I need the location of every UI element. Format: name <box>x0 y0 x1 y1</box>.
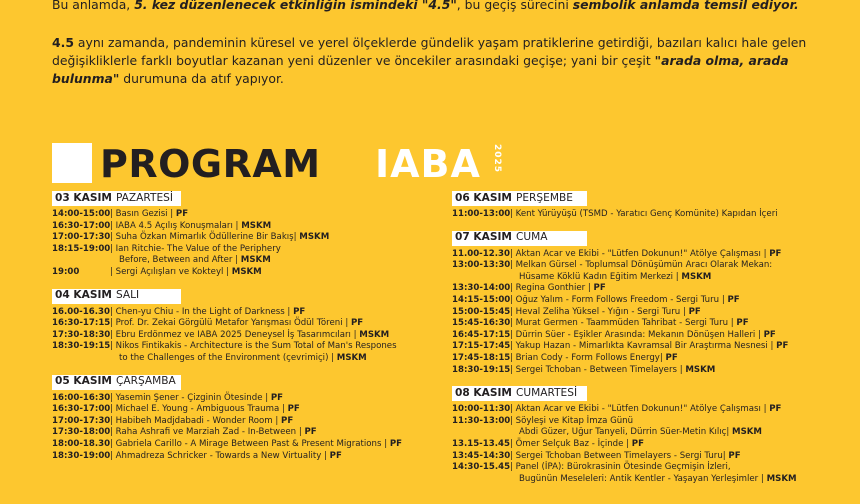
event-row <box>452 404 856 416</box>
event-row <box>452 451 856 463</box>
event-description <box>510 462 856 474</box>
event-row <box>452 318 856 330</box>
event-continuation <box>452 427 856 439</box>
event-time: 16:30-17:00 <box>52 404 111 415</box>
event-title: Söyleşi ve Kitap İmza Günü <box>515 415 634 426</box>
event-row <box>52 307 442 319</box>
event-time: 18:30-19:15 <box>452 364 511 375</box>
event-description <box>510 260 856 272</box>
event-time: 15:45-16:30 <box>452 318 511 329</box>
event-time: 18:30-19:15 <box>52 341 111 352</box>
event-continuation <box>52 353 442 365</box>
event-description <box>510 249 856 261</box>
event-title: Raha Ashrafi ve Marziah Zad - In-Between | <box>115 427 305 438</box>
event-title: Suha Özkan Mimarlık Ödüllerine Bir Bakış| <box>115 232 300 243</box>
event-row <box>452 365 856 377</box>
event-title: Murat Germen - Taammüden Tahribat - Sergi Turu | <box>515 318 737 329</box>
event-title: Habibeh Madjdabadi - Wonder Room | <box>115 415 282 426</box>
event-row <box>52 318 442 330</box>
day-date: 03 KASIM <box>55 191 112 204</box>
event-title: Ömer Selçuk Baz - İçinde | <box>515 438 632 449</box>
separator: | <box>110 266 116 277</box>
event-title: Hüsame Köklü Kadın Eğitim Merkezi | <box>519 271 682 282</box>
event-venue: MSKM <box>359 329 390 340</box>
event-description <box>110 330 442 342</box>
separator: | <box>110 427 116 438</box>
day-header <box>52 375 181 390</box>
day-weekday: CUMARTESİ <box>515 386 578 399</box>
event-title: Aktan Acar ve Ekibi - "Lütfen Dokunun!" Atölye Çalışması | <box>515 404 770 415</box>
event-time: 18:15-19:00 <box>52 243 111 254</box>
event-description <box>110 232 442 244</box>
event-time: 14:15-15:00 <box>452 294 511 305</box>
event-time: 11.00-12.30 <box>452 248 510 259</box>
event-title: Chen-yu Chiu - In the Light of Darkness | <box>115 306 294 317</box>
event-description <box>510 439 856 451</box>
intro-paragraph-2: 4.5 aynı zamanda, pandeminin küresel ve yerel ölçeklerde gündelik yaşam pratiklerine getirdiği, bazıları kalıcı hale gelen değişikliklerle farklı boyutlar kazanan yeni düzenler ve öncekiler arasındaki geçişe; yani bir çeşit "arada olma, arada bulunma" durumuna da atıf yapıyor. <box>52 35 807 86</box>
day-header <box>52 191 181 206</box>
day-date: 06 KASIM <box>455 191 512 204</box>
event-time: 17:30-18:30 <box>52 329 111 340</box>
day-gap <box>452 376 856 386</box>
event-title: Sergei Tchoban - Between Timelayers | <box>515 364 686 375</box>
event-venue: MSKM <box>681 271 712 282</box>
separator: | <box>110 209 116 219</box>
event-row <box>52 427 442 439</box>
separator: | <box>110 450 116 461</box>
event-description <box>510 283 856 295</box>
separator: | <box>510 438 516 449</box>
event-description <box>110 341 442 353</box>
event-row <box>452 249 856 261</box>
event-row <box>52 232 442 244</box>
program-title: PROGRAM <box>100 142 321 186</box>
event-description <box>510 295 856 307</box>
event-description <box>110 393 442 405</box>
separator: | <box>110 341 116 352</box>
event-time: 14:30-15.45 <box>452 462 511 473</box>
day-weekday: ÇARŞAMBA <box>115 375 176 388</box>
event-venue: MSKM <box>732 427 762 438</box>
separator: | <box>510 462 516 473</box>
separator: | <box>110 329 116 340</box>
event-description <box>110 416 442 428</box>
event-time: 16:00-16:30 <box>52 392 111 403</box>
event-venue: PF <box>329 450 342 461</box>
day-weekday: PAZARTESİ <box>115 191 174 204</box>
event-title: IABA 4.5 Açılış Konuşmaları | <box>115 220 242 231</box>
event-row <box>52 404 442 416</box>
event-row <box>52 393 442 405</box>
iaba-logo-text: IABA <box>375 142 481 186</box>
event-title: Kent Yürüyüşü (TSMD - Yaratıcı Genç Komünite) Kapıdan İçeri <box>515 209 778 219</box>
day-date: 05 KASIM <box>55 375 112 388</box>
event-row <box>52 439 442 451</box>
event-description <box>110 267 442 279</box>
event-time: 13:45-14:30 <box>452 450 511 461</box>
day-gap <box>452 221 856 231</box>
separator: | <box>110 243 116 254</box>
separator: | <box>510 318 516 329</box>
event-venue: MSKM <box>299 232 330 243</box>
event-time: 17:00-17:30 <box>52 415 111 426</box>
event-row <box>452 260 856 272</box>
event-venue: PF <box>763 329 776 340</box>
event-venue: PF <box>287 404 300 415</box>
separator: | <box>110 220 116 231</box>
event-row <box>452 295 856 307</box>
event-title: Yakup Hazan - Mimarlıkta Kavramsal Bir Araştırma Nesnesi | <box>515 341 777 352</box>
event-venue: PF <box>270 392 284 403</box>
event-time: 18:00-18.30 <box>52 438 111 449</box>
event-time: 16:30-17:15 <box>52 318 111 329</box>
event-description <box>510 451 856 463</box>
event-venue: MSKM <box>336 352 367 363</box>
event-row <box>52 221 442 233</box>
separator: | <box>510 260 516 271</box>
day-weekday: SALI <box>115 289 140 302</box>
day-header <box>52 289 181 304</box>
separator: | <box>510 294 516 305</box>
event-row <box>452 307 856 319</box>
event-row <box>52 451 442 463</box>
event-row <box>452 462 856 474</box>
event-title: Oğuz Yalım - Form Follows Freedom - Sergi Turu | <box>515 294 728 305</box>
event-row <box>452 439 856 451</box>
separator: | <box>110 404 116 415</box>
event-description <box>510 341 856 353</box>
event-description <box>510 307 856 319</box>
event-title: Yasemin Şener - Çizginin Ötesinde | <box>115 392 271 403</box>
event-time: 13:30-14:00 <box>452 283 511 294</box>
event-title: Aktan Acar ve Ekibi - "Lütfen Dokunun!" Atölye Çalışması | <box>515 248 770 259</box>
event-venue: MSKM <box>241 220 272 231</box>
day-date: 04 KASIM <box>55 289 112 302</box>
event-continuation <box>452 272 856 284</box>
event-title: Ian Ritchie- The Value of the Periphery <box>115 243 281 254</box>
event-title: Michael E. Young - Ambiguous Trauma | <box>115 404 288 415</box>
event-time: 18:30-19:00 <box>52 450 111 461</box>
event-description <box>510 416 856 428</box>
event-time: 16.00-16.30 <box>52 306 110 317</box>
event-time: 17:15-17:45 <box>452 341 511 352</box>
event-continuation <box>52 255 442 267</box>
event-time: 10:00-11:30 <box>452 404 511 415</box>
day-header <box>452 386 587 401</box>
event-venue: PF <box>593 283 606 294</box>
event-row <box>52 330 442 342</box>
event-time: 17:45-18:15 <box>452 352 511 363</box>
event-description <box>510 209 856 221</box>
event-description <box>510 365 856 377</box>
separator: | <box>510 341 516 352</box>
event-row <box>52 267 442 279</box>
event-venue: PF <box>389 438 402 449</box>
event-title: Abdi Güzer, Uğur Tanyeli, Dürrin Süer-Metin Kılıç| <box>519 427 733 438</box>
event-venue: PF <box>350 318 364 329</box>
event-row <box>452 209 856 221</box>
event-description <box>110 244 442 256</box>
event-time: 13.15-13.45 <box>452 438 510 449</box>
event-venue: PF <box>728 450 741 461</box>
event-title: Before, Between and After | <box>119 255 241 266</box>
white-square-logo-mark <box>52 143 92 183</box>
event-title: Ebru Erdönmez ve IABA 2025 Deneysel İş Tasarımcıları | <box>115 329 360 340</box>
event-row <box>52 416 442 428</box>
day-gap <box>52 365 442 375</box>
event-time: 19:00 <box>52 266 80 277</box>
event-title: Sergei Tchoban Between Timelayers - Sergi Turu| <box>515 450 729 461</box>
separator: | <box>510 404 516 415</box>
event-title: Brian Cody - Form Follows Energy| <box>515 352 666 363</box>
separator: | <box>510 329 516 340</box>
event-description <box>110 404 442 416</box>
event-venue: PF <box>769 248 782 259</box>
day-weekday: CUMA <box>515 231 548 244</box>
event-title: Gabriela Carillo - A Mirage Between Past & Present Migrations | <box>115 438 390 449</box>
intro-paragraph-1: Bu anlamda, 5. kez düzenlenecek etkinliğin ismindeki "4.5", bu geçiş sürecini sembolik anlamda temsil ediyor. <box>52 0 799 12</box>
event-title: Ahmadreza Schricker - Towards a New Virtuality | <box>115 450 330 461</box>
event-description <box>110 307 442 319</box>
event-title: Sergi Açılışları ve Kokteyl | <box>115 266 232 277</box>
event-row <box>452 283 856 295</box>
separator: | <box>110 232 116 243</box>
event-description <box>510 404 856 416</box>
day-header <box>452 231 587 246</box>
day-date: 07 KASIM <box>455 231 512 244</box>
event-description <box>510 330 856 342</box>
event-title: Regina Gonthier | <box>515 283 594 294</box>
event-description <box>510 318 856 330</box>
event-title: Basın Gezisi | <box>115 209 176 219</box>
year-label: 2025 <box>492 144 502 174</box>
event-description <box>510 353 856 365</box>
event-title: to the Challenges of the Environment (çevrimiçi) | <box>119 352 337 363</box>
event-venue: MSKM <box>766 473 797 484</box>
event-row <box>452 330 856 342</box>
event-description <box>110 209 442 221</box>
event-description <box>110 451 442 463</box>
event-time: 11:00-13:00 <box>452 209 511 219</box>
event-row <box>452 353 856 365</box>
event-venue: PF <box>769 404 782 415</box>
event-title: Heval Zeliha Yüksel - Yığın - Sergi Turu | <box>515 306 689 317</box>
event-time: 16:30-17:00 <box>52 220 111 231</box>
separator: | <box>510 364 516 375</box>
event-venue: MSKM <box>685 364 716 375</box>
event-time: 16:45-17:15 <box>452 329 511 340</box>
program-header <box>52 142 502 186</box>
event-time: 14:00-15:00 <box>52 209 111 219</box>
event-title: Panel (İPA): Bürokrasinin Ötesinde Geçmişin İzleri, <box>515 462 731 473</box>
event-continuation <box>452 474 856 486</box>
event-time: 15:00-15:45 <box>452 306 511 317</box>
event-title: Bugünün Meseleleri: Antik Kentler - Yaşayan Yerleşimler | <box>519 473 767 484</box>
event-venue: PF <box>304 427 317 438</box>
event-venue: PF <box>776 341 789 352</box>
event-row <box>452 416 856 428</box>
event-time: 17:30-18:00 <box>52 427 111 438</box>
event-row <box>52 209 442 221</box>
separator: | <box>510 248 516 259</box>
event-description <box>110 427 442 439</box>
day-gap <box>52 279 442 289</box>
event-description <box>110 318 442 330</box>
separator: | <box>110 438 116 449</box>
event-venue: MSKM <box>240 255 271 266</box>
event-description <box>110 439 442 451</box>
event-venue: PF <box>736 318 749 329</box>
event-title: Prof. Dr. Zekai Görgülü Metafor Yarışması Ödül Töreni | <box>115 318 351 329</box>
day-date: 08 KASIM <box>455 386 512 399</box>
event-venue: PF <box>727 294 740 305</box>
separator: | <box>110 318 116 329</box>
separator: | <box>510 415 516 426</box>
event-title: Melkan Gürsel - Toplumsal Dönüşümün Aracı Olarak Mekan: <box>515 260 773 271</box>
event-title: Nikos Fintikakis - Architecture is the Sum Total of Man's Respones <box>115 341 397 352</box>
separator: | <box>510 450 516 461</box>
event-title: Dürrin Süer - Eşikler Arasında: Mekanın Dönüşen Halleri | <box>515 329 764 340</box>
separator: | <box>510 306 516 317</box>
separator: | <box>110 415 116 426</box>
day-weekday: PERŞEMBE <box>515 191 573 204</box>
event-venue: MSKM <box>231 266 262 277</box>
event-venue: PF <box>281 415 294 426</box>
event-row <box>52 244 442 256</box>
event-time: 13:00-13:30 <box>452 260 511 271</box>
event-row <box>52 341 442 353</box>
event-row <box>452 341 856 353</box>
separator: | <box>110 392 116 403</box>
program-left-column <box>52 191 442 462</box>
event-venue: PF <box>293 306 306 317</box>
separator: | <box>510 283 516 294</box>
event-venue: PF <box>688 306 701 317</box>
separator: | <box>510 209 516 219</box>
program-right-column <box>452 191 856 485</box>
event-time: 17:00-17:30 <box>52 232 111 243</box>
event-time: 11:30-13:00 <box>452 415 511 426</box>
event-venue: PF <box>175 209 189 219</box>
event-venue: PF <box>665 352 678 363</box>
day-header <box>452 191 587 206</box>
event-venue: PF <box>631 438 644 449</box>
separator: | <box>510 352 516 363</box>
event-description <box>110 221 442 233</box>
separator: | <box>110 306 116 317</box>
